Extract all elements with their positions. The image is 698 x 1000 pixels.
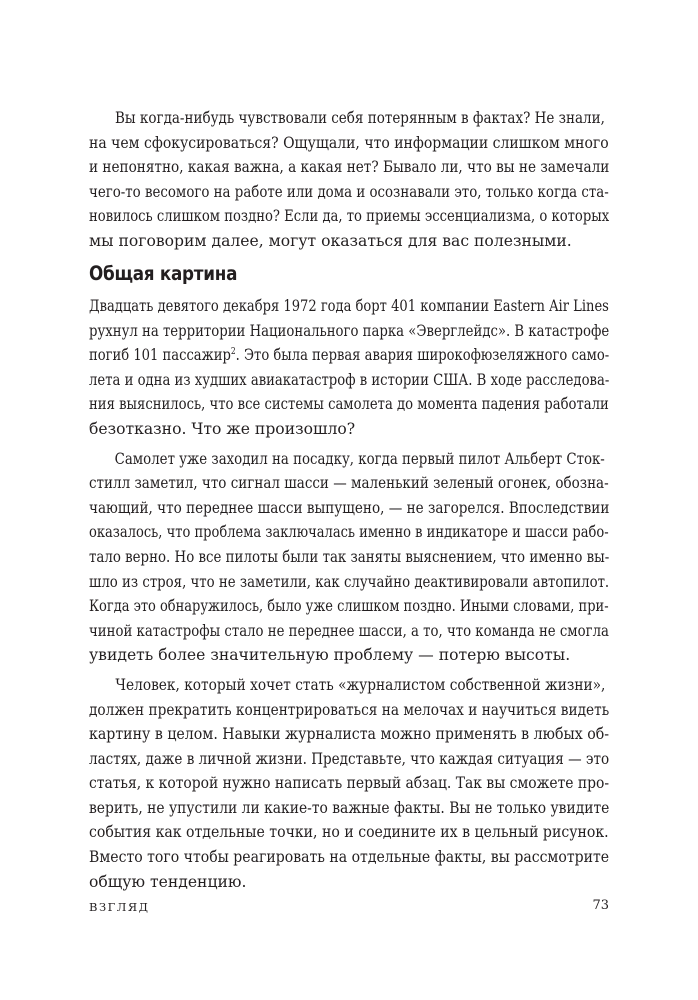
paragraph-line: должен прекратить концентрироваться на мелочах и научиться видеть <box>89 700 610 719</box>
footnote-marker: 2 <box>230 347 236 357</box>
paragraph-journalist <box>89 673 609 894</box>
paragraph-line: Когда это обнаружилось, было уже слишком поздно. Иными словами, при- <box>89 597 609 616</box>
paragraph-line: лета и одна из худших авиакатастроф в истории США. В ходе расследова- <box>89 370 610 389</box>
intro-line: на чем сфокусироваться? Ощущали, что информации слишком много <box>89 133 609 152</box>
intro-line: Вы когда-нибудь чувствовали себя потерянным в фактах? Не знали, <box>114 109 605 127</box>
paragraph-line: Человек, который хочет стать «журналистом собственной жизни», <box>115 675 606 694</box>
paragraph-line <box>89 343 610 368</box>
paragraph-line: чающий, что переднее шасси выпущено, — не загорелся. Впоследствии <box>89 498 610 517</box>
paragraph-line-text: . Это была первая авария широкофюзеляжного само- <box>235 346 610 365</box>
intro-line: мы поговорим далее, могут оказаться для вас полезными. <box>89 231 572 250</box>
intro-paragraph <box>89 106 609 254</box>
intro-line: чего-то весомого на работе или дома и осознавали это, только когда ста- <box>89 182 609 201</box>
running-head: ВЗГЛЯД <box>89 900 150 914</box>
paragraph-landing <box>89 447 609 668</box>
paragraph-line: статья, к которой нужно написать первый абзац. Так вы сможете про- <box>89 774 610 793</box>
paragraph-line: Вместо того чтобы реагировать на отдельные факты, вы рассмотрите <box>89 848 610 867</box>
paragraph-line: чиной катастрофы стало не переднее шасси, а то, что команда не смогла <box>89 621 609 640</box>
paragraph-line: Самолет уже заходил на посадку, когда первый пилот Альберт Сток- <box>114 449 605 468</box>
paragraph-line: тало верно. Но все пилоты были так заняты выяснением, что именно вы- <box>89 547 610 566</box>
paragraph-line: Двадцать девятого декабря 1972 года борт 401 компании Eastern Air Lines <box>89 297 609 315</box>
paragraph-line: картину в целом. Навыки журналиста можно применять в любых об- <box>89 725 610 744</box>
intro-line: новилось слишком поздно? Если да, то приемы эссенциализма, о которых <box>89 207 610 226</box>
paragraph-line: стилл заметил, что сигнал шасси — маленький зеленый огонек, обозна- <box>89 474 609 493</box>
intro-line: и непонятно, какая важна, а какая нет? Бывало ли, что вы не замечали <box>89 158 610 177</box>
paragraph-line: верить, не упустили ли какие-то важные факты. Вы не только увидите <box>89 798 610 817</box>
page-number: 73 <box>592 898 609 913</box>
paragraph-line: безотказно. Что же произошло? <box>89 419 356 438</box>
section-body <box>89 294 609 894</box>
paragraph-line: ластях, даже в личной жизни. Представьте, что каждая ситуация — это <box>89 749 610 768</box>
paragraph-flight-401 <box>89 294 609 442</box>
paragraph-line: оказалось, что проблема заключалась именно в индикаторе и шасси рабо- <box>89 523 609 542</box>
paragraph-line: события как отдельные точки, но и соедините их в цельный рисунок. <box>89 823 609 842</box>
paragraph-line: шло из строя, что не заметили, как случайно деактивировали автопилот. <box>89 572 610 591</box>
paragraph-line: увидеть более значительную проблему — потерю высоты. <box>89 646 571 665</box>
paragraph-line: общую тенденцию. <box>89 872 247 891</box>
paragraph-line: рухнул на территории Национального парка «Эверглейдс». В катастрофе <box>89 321 610 340</box>
section-heading: Общая картина <box>89 262 238 285</box>
paragraph-line-text: погиб 101 пассажир <box>89 346 231 365</box>
paragraph-line: ния выяснилось, что все системы самолета до момента падения работали <box>89 395 609 414</box>
